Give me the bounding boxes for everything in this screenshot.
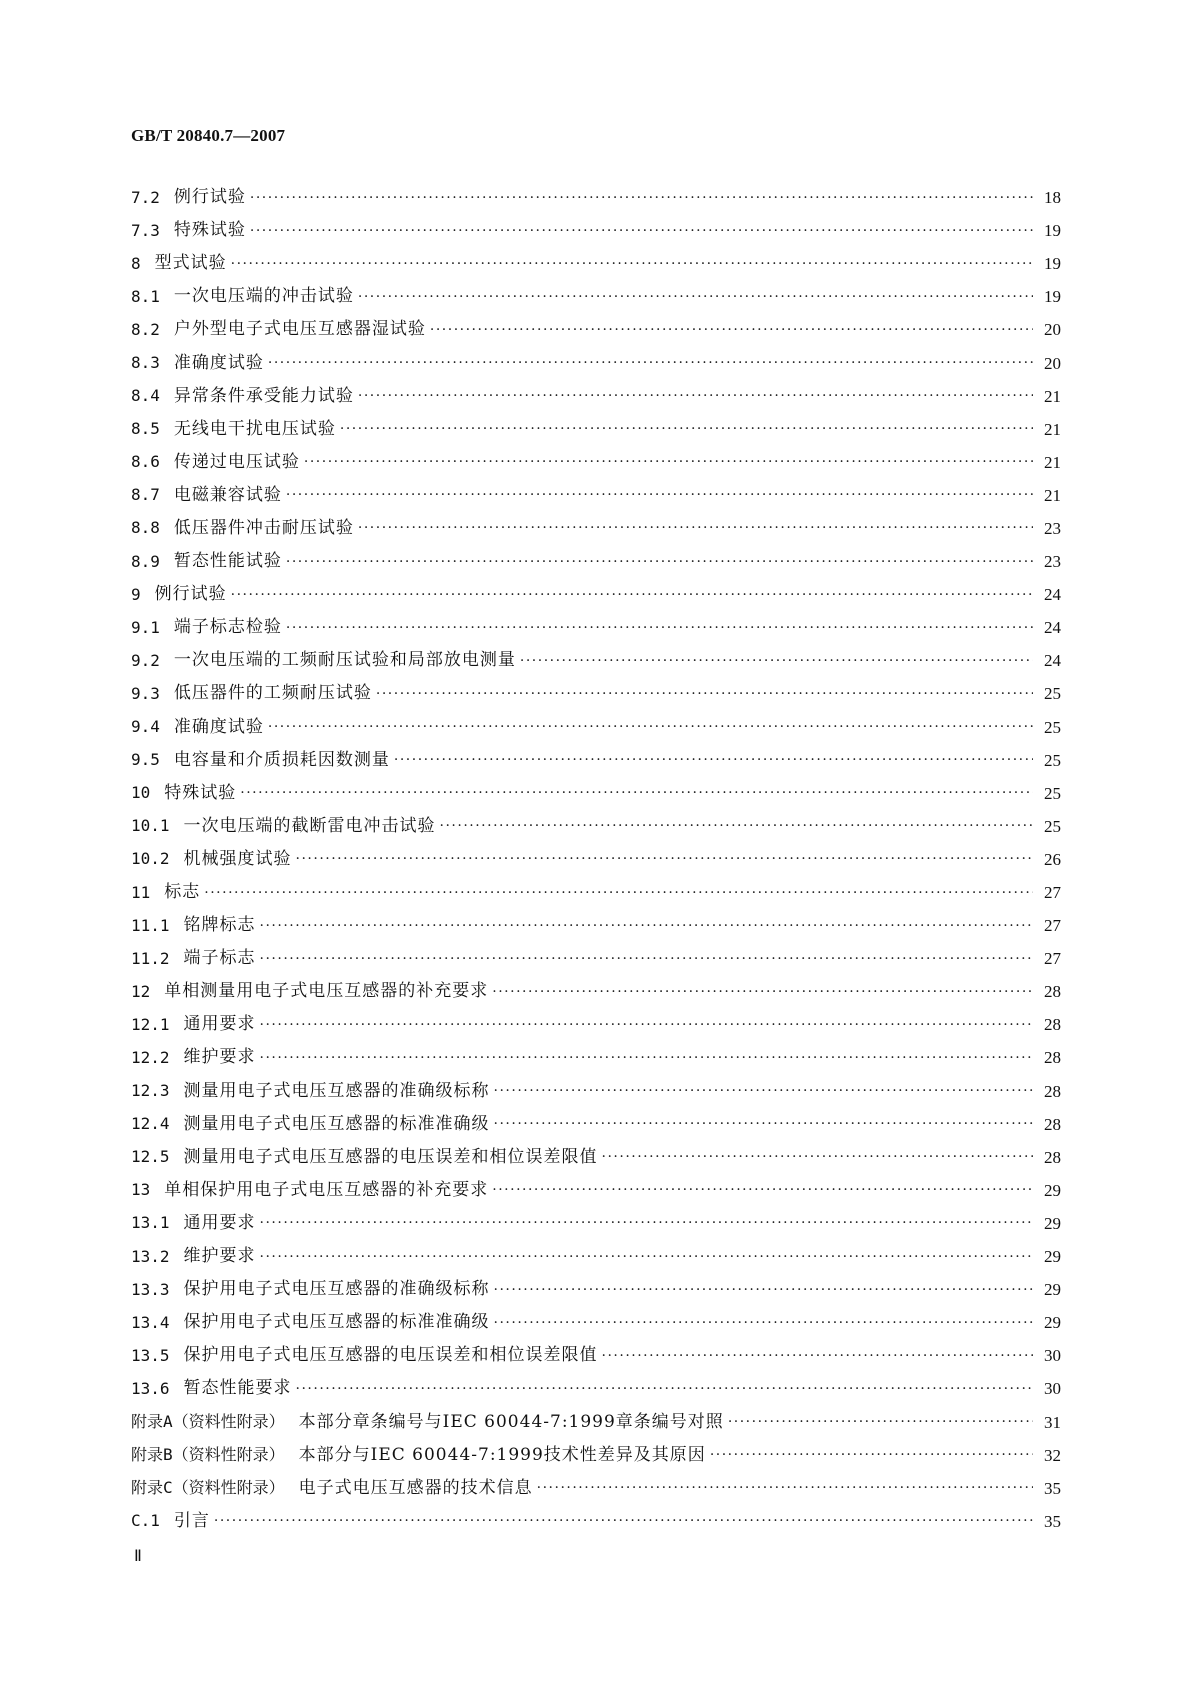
toc-entry[interactable] (131, 611, 1061, 644)
toc-entry[interactable] (131, 975, 1061, 1008)
toc-leader-dots (260, 919, 1033, 933)
toc-entry-title: 保护用电子式电压互感器的准确级标称 (183, 1279, 490, 1300)
toc-entry[interactable] (131, 810, 1061, 843)
toc-entry-title: 型式试验 (154, 253, 227, 274)
toc-entry[interactable] (131, 313, 1061, 346)
toc-leader-dots (231, 257, 1033, 271)
toc-entry-title: 例行试验 (173, 187, 246, 208)
toc-leader-dots (494, 1316, 1033, 1330)
toc-entry[interactable] (131, 380, 1061, 413)
toc-leader-dots (268, 356, 1033, 370)
toc-entry[interactable] (131, 1306, 1061, 1339)
toc-entry-page: 32 (1044, 1445, 1061, 1465)
toc-entry-page: 30 (1044, 1346, 1061, 1366)
toc-entry-title: 通用要求 (183, 1014, 256, 1035)
toc-entry-number: 8.2 (131, 319, 160, 339)
toc-entry-number: 8.7 (131, 485, 160, 505)
toc-entry-page: 18 (1044, 188, 1061, 208)
toc-entry[interactable] (131, 711, 1061, 744)
toc-entry[interactable] (131, 181, 1061, 214)
toc-entry-number: 12.2 (131, 1047, 170, 1067)
toc-entry-page: 28 (1044, 1114, 1061, 1134)
toc-entry-title: 保护用电子式电压互感器的标准准确级 (183, 1312, 490, 1333)
toc-entry[interactable] (131, 1008, 1061, 1041)
toc-leader-dots (430, 323, 1033, 337)
standard-code-header: GB/T 20840.7—2007 (131, 126, 286, 145)
toc-entry-number: 13.6 (131, 1378, 170, 1398)
toc-entry[interactable] (131, 578, 1061, 611)
toc-leader-dots (728, 1415, 1033, 1429)
toc-entry-page: 35 (1044, 1478, 1061, 1498)
toc-entry-title: 一次电压端的截断雷电冲击试验 (183, 815, 436, 836)
toc-entry-number: 12.4 (131, 1114, 170, 1134)
toc-entry-page: 28 (1044, 1015, 1061, 1035)
toc-entry-number: 13.4 (131, 1312, 170, 1332)
toc-entry-number: 附录C（资料性附录） (131, 1478, 285, 1498)
toc-entry-page: 27 (1044, 883, 1061, 903)
toc-entry-title: 单相测量用电子式电压互感器的补充要求 (164, 981, 489, 1002)
table-of-contents (131, 181, 1061, 1538)
toc-entry[interactable] (131, 1405, 1061, 1438)
toc-entry-page: 27 (1044, 916, 1061, 936)
toc-entry-number: 12.1 (131, 1014, 170, 1034)
toc-entry-page: 28 (1044, 1147, 1061, 1167)
toc-entry-number: 9.1 (131, 617, 160, 637)
toc-entry-page: 30 (1044, 1379, 1061, 1399)
toc-entry-page: 25 (1044, 750, 1061, 770)
toc-entry-title: 暂态性能试验 (173, 551, 282, 572)
toc-entry[interactable] (131, 942, 1061, 975)
toc-entry-number: 11.2 (131, 948, 170, 968)
toc-entry[interactable] (131, 1240, 1061, 1273)
toc-entry-number: 8 (131, 253, 141, 273)
toc-leader-dots (286, 555, 1033, 569)
toc-entry-number: 12.5 (131, 1147, 170, 1167)
toc-entry-title: 准确度试验 (173, 716, 264, 737)
toc-entry-page: 28 (1044, 1048, 1061, 1068)
toc-entry-page: 21 (1044, 419, 1061, 439)
toc-entry-page: 27 (1044, 949, 1061, 969)
toc-leader-dots (296, 1382, 1033, 1396)
toc-entry-title: 引言 (173, 1510, 210, 1531)
toc-entry-title: 单相保护用电子式电压互感器的补充要求 (164, 1179, 489, 1200)
toc-entry-number: 9.5 (131, 750, 160, 770)
toc-entry-page: 25 (1044, 684, 1061, 704)
toc-entry-title: 准确度试验 (173, 352, 264, 373)
toc-entry-number: 8.5 (131, 419, 160, 439)
toc-leader-dots (214, 1514, 1033, 1528)
toc-leader-dots (250, 224, 1033, 238)
toc-leader-dots (340, 422, 1033, 436)
toc-entry-number: 11.1 (131, 915, 170, 935)
toc-leader-dots (231, 588, 1033, 602)
toc-leader-dots (492, 1183, 1033, 1197)
toc-entry[interactable] (131, 843, 1061, 876)
toc-entry-number: 8.6 (131, 452, 160, 472)
toc-entry-title: 测量用电子式电压互感器的准确级标称 (183, 1080, 490, 1101)
toc-entry[interactable] (131, 214, 1061, 247)
toc-entry[interactable] (131, 1372, 1061, 1405)
toc-entry[interactable] (131, 1041, 1061, 1074)
toc-entry[interactable] (131, 744, 1061, 777)
toc-entry-number: 13.1 (131, 1213, 170, 1233)
toc-entry[interactable] (131, 479, 1061, 512)
toc-entry-title: 特殊试验 (173, 220, 246, 241)
toc-entry[interactable] (131, 1174, 1061, 1207)
toc-entry-page: 19 (1044, 287, 1061, 307)
toc-entry-number: 10.2 (131, 849, 170, 869)
toc-leader-dots (286, 621, 1033, 635)
toc-entry-title: 标志 (164, 882, 201, 903)
toc-entry-page: 24 (1044, 618, 1061, 638)
toc-entry-number: 13.2 (131, 1246, 170, 1266)
toc-entry-page: 29 (1044, 1247, 1061, 1267)
toc-entry-page: 35 (1044, 1511, 1061, 1531)
toc-leader-dots (204, 886, 1033, 900)
toc-leader-dots (602, 1349, 1033, 1363)
toc-entry-number: 8.9 (131, 551, 160, 571)
toc-entry-title: 维护要求 (183, 1047, 256, 1068)
toc-entry-title: 一次电压端的冲击试验 (173, 286, 354, 307)
toc-entry-page: 19 (1044, 254, 1061, 274)
toc-entry-title: 铭牌标志 (183, 915, 256, 936)
toc-entry-page: 25 (1044, 717, 1061, 737)
toc-entry-title: 户外型电子式电压互感器湿试验 (173, 319, 426, 340)
toc-entry-number: 10 (131, 783, 151, 803)
toc-entry-number: 7.2 (131, 187, 160, 207)
toc-entry[interactable] (131, 1439, 1061, 1472)
toc-entry-title: 低压器件的工频耐压试验 (173, 683, 372, 704)
toc-leader-dots (492, 985, 1033, 999)
toc-entry-page: 23 (1044, 552, 1061, 572)
toc-leader-dots (710, 1448, 1033, 1462)
toc-entry[interactable] (131, 1207, 1061, 1240)
toc-leader-dots (260, 1018, 1033, 1032)
toc-entry[interactable] (131, 909, 1061, 942)
toc-entry-page: 19 (1044, 221, 1061, 241)
toc-entry-page: 21 (1044, 452, 1061, 472)
toc-leader-dots (494, 1283, 1033, 1297)
toc-entry-title: 机械强度试验 (183, 848, 292, 869)
toc-leader-dots (358, 521, 1033, 535)
toc-entry-number: 12.3 (131, 1081, 170, 1101)
toc-entry-page: 31 (1044, 1412, 1061, 1432)
toc-entry-number: 12 (131, 981, 151, 1001)
toc-leader-dots (494, 1084, 1033, 1098)
toc-entry-page: 25 (1044, 783, 1061, 803)
toc-entry-page: 28 (1044, 1081, 1061, 1101)
toc-leader-dots (240, 786, 1033, 800)
toc-entry-number: C.1 (131, 1511, 160, 1531)
toc-leader-dots (440, 819, 1033, 833)
toc-entry[interactable] (131, 346, 1061, 379)
toc-entry-number: 7.3 (131, 220, 160, 240)
toc-leader-dots (537, 1481, 1033, 1495)
toc-entry-page: 21 (1044, 485, 1061, 505)
toc-leader-dots (296, 852, 1033, 866)
toc-entry-title: 无线电干扰电压试验 (173, 418, 336, 439)
toc-leader-dots (260, 952, 1033, 966)
toc-entry-title: 通用要求 (183, 1212, 256, 1233)
toc-entry-title: 例行试验 (154, 584, 227, 605)
toc-entry-title: 一次电压端的工频耐压试验和局部放电测量 (173, 650, 516, 671)
toc-leader-dots (394, 753, 1033, 767)
toc-entry-number: 9 (131, 584, 141, 604)
toc-entry[interactable] (131, 545, 1061, 578)
toc-entry-title: 本部分章条编号与IEC 60044-7:1999章条编号对照 (298, 1411, 724, 1432)
toc-entry-title: 异常条件承受能力试验 (173, 385, 354, 406)
toc-entry-title: 低压器件冲击耐压试验 (173, 517, 354, 538)
toc-entry[interactable] (131, 1472, 1061, 1505)
toc-entry-page: 24 (1044, 651, 1061, 671)
toc-entry-page: 29 (1044, 1280, 1061, 1300)
toc-entry-title: 特殊试验 (164, 782, 237, 803)
toc-leader-dots (376, 687, 1033, 701)
toc-entry[interactable] (131, 1339, 1061, 1372)
toc-entry-number: 13 (131, 1180, 151, 1200)
toc-entry-page: 28 (1044, 982, 1061, 1002)
toc-entry-page: 20 (1044, 353, 1061, 373)
toc-entry-number: 8.3 (131, 353, 160, 373)
toc-entry-page: 25 (1044, 816, 1061, 836)
toc-leader-dots (304, 455, 1033, 469)
toc-entry-title: 维护要求 (183, 1246, 256, 1267)
toc-leader-dots (286, 488, 1033, 502)
toc-entry-title: 电子式电压互感器的技术信息 (298, 1477, 533, 1498)
toc-entry-page: 29 (1044, 1213, 1061, 1233)
toc-leader-dots (602, 1150, 1033, 1164)
toc-leader-dots (250, 191, 1033, 205)
toc-entry[interactable] (131, 1273, 1061, 1306)
toc-entry-number: 13.5 (131, 1345, 170, 1365)
toc-entry-title: 端子标志 (183, 948, 256, 969)
toc-entry-title: 测量用电子式电压互感器的电压误差和相位误差限值 (183, 1146, 598, 1167)
toc-entry-title: 测量用电子式电压互感器的标准准确级 (183, 1113, 490, 1134)
toc-entry-number: 附录A（资料性附录） (131, 1412, 285, 1432)
page-number-footer: Ⅱ (134, 1548, 142, 1565)
toc-entry-number: 10.1 (131, 816, 170, 836)
toc-entry-number: 11 (131, 882, 151, 902)
toc-entry-page: 23 (1044, 518, 1061, 538)
toc-entry-number: 8.4 (131, 386, 160, 406)
toc-leader-dots (358, 389, 1033, 403)
toc-entry-title: 本部分与IEC 60044-7:1999技术性差异及其原因 (298, 1444, 706, 1465)
toc-leader-dots (520, 654, 1033, 668)
toc-leader-dots (260, 1051, 1033, 1065)
toc-entry-number: 9.4 (131, 717, 160, 737)
toc-entry[interactable] (131, 1075, 1061, 1108)
toc-entry-number: 附录B（资料性附录） (131, 1445, 285, 1465)
toc-entry-title: 端子标志检验 (173, 617, 282, 638)
toc-entry-page: 24 (1044, 585, 1061, 605)
toc-entry-title: 电磁兼容试验 (173, 484, 282, 505)
toc-entry-page: 26 (1044, 849, 1061, 869)
toc-entry-number: 9.3 (131, 683, 160, 703)
toc-entry-title: 保护用电子式电压互感器的电压误差和相位误差限值 (183, 1345, 598, 1366)
toc-entry[interactable] (131, 413, 1061, 446)
toc-leader-dots (358, 290, 1033, 304)
toc-entry[interactable] (131, 512, 1061, 545)
toc-entry[interactable] (131, 247, 1061, 280)
toc-entry[interactable] (131, 1108, 1061, 1141)
toc-leader-dots (268, 720, 1033, 734)
toc-entry-page: 29 (1044, 1180, 1061, 1200)
toc-entry-title: 电容量和介质损耗因数测量 (173, 749, 390, 770)
toc-entry[interactable] (131, 777, 1061, 810)
toc-entry[interactable] (131, 677, 1061, 710)
toc-entry[interactable] (131, 280, 1061, 313)
toc-entry-title: 暂态性能要求 (183, 1378, 292, 1399)
toc-entry-number: 8.8 (131, 518, 160, 538)
toc-entry-number: 9.2 (131, 650, 160, 670)
toc-leader-dots (494, 1117, 1033, 1131)
toc-entry-title: 传递过电压试验 (173, 451, 300, 472)
toc-entry-page: 21 (1044, 386, 1061, 406)
toc-leader-dots (260, 1250, 1033, 1264)
toc-entry-page: 29 (1044, 1313, 1061, 1333)
toc-entry-number: 8.1 (131, 286, 160, 306)
toc-entry[interactable] (131, 1505, 1061, 1538)
toc-entry[interactable] (131, 446, 1061, 479)
toc-entry-number: 13.3 (131, 1279, 170, 1299)
toc-entry[interactable] (131, 876, 1061, 909)
toc-entry-page: 20 (1044, 320, 1061, 340)
toc-entry[interactable] (131, 1141, 1061, 1174)
toc-entry[interactable] (131, 644, 1061, 677)
toc-leader-dots (260, 1216, 1033, 1230)
